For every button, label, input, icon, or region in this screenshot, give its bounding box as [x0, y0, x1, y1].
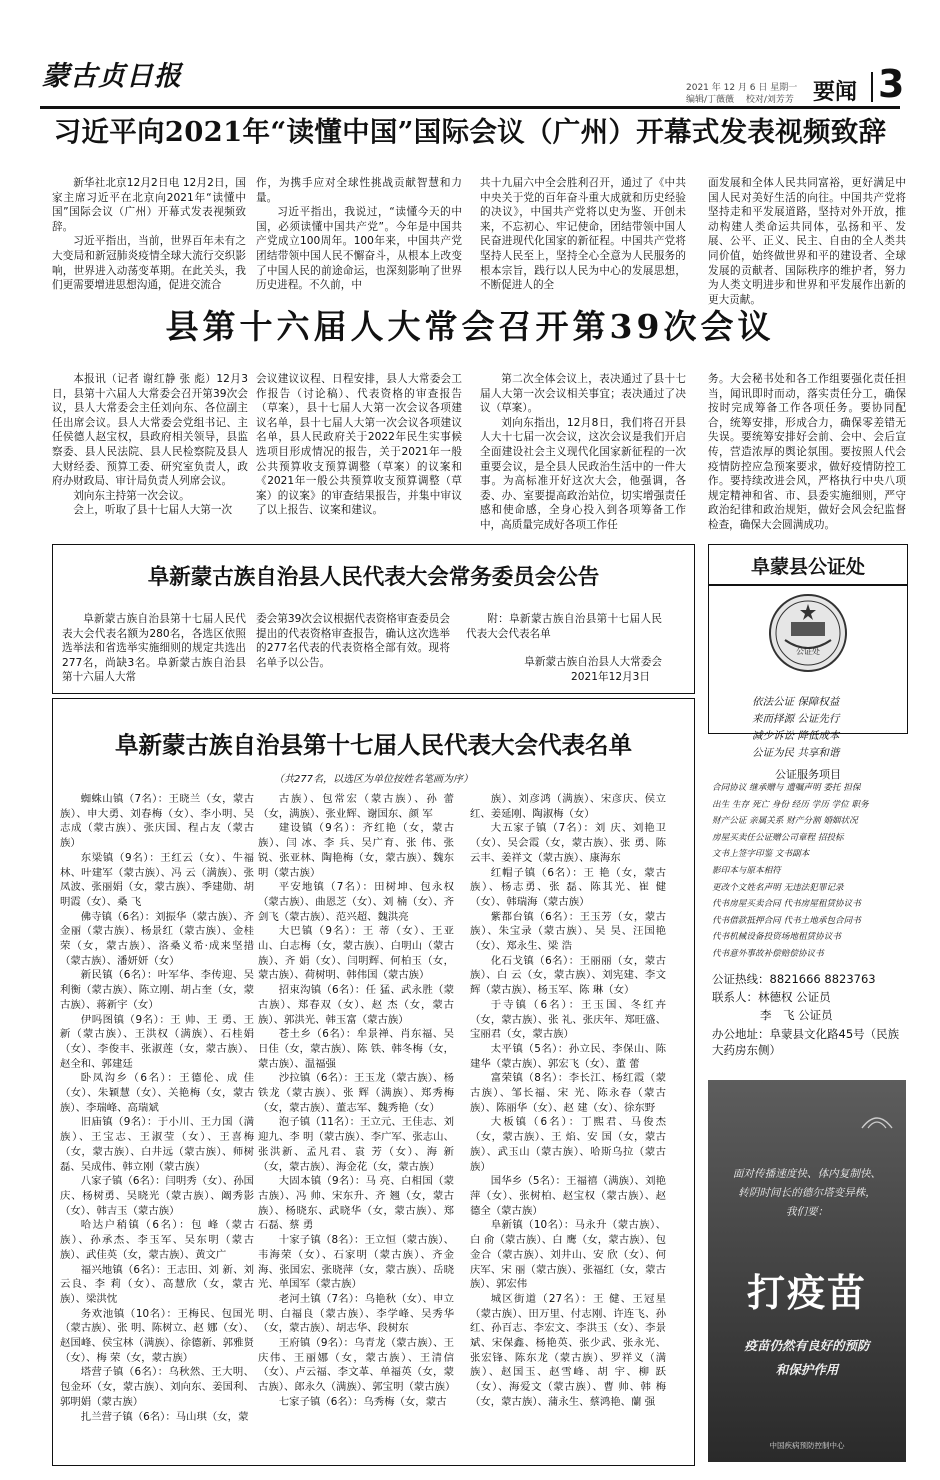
page-number: 3 — [878, 62, 905, 106]
paragraph: 第二次全体会议上，表决通过了县十七届人大第一次会议相关事宜；表决通过了决议（草案）。 — [480, 373, 686, 415]
notary-title: 阜蒙县公证处 — [750, 556, 865, 578]
article2-column-4 — [708, 372, 906, 538]
district-entry: 王府镇（9名）：乌青龙（蒙古族）、王庆伟、王丽娜（女，蒙古族）、王清信（女）、卢云福、李文革、单福英（女，蒙古族）、郎永久（满族）、郭宝明（蒙古族） — [258, 1337, 456, 1394]
paragraph: 习近平指出，我说过，“读懂今天的中国，必须读懂中国共产党”。今年是中国共产党成立100周年。100年来，中国共产党团结带领中国人民不懈奋斗，从根本上改变了中国人民的前途命运，也深刻影响了世界历史进程。不久前，中 — [256, 206, 462, 292]
district-entry: 富荣镇（8名）：李长江、杨红霞（蒙古族）、邹长福、宋 光、陈永春（蒙古族）、陈丽华（女）、赵 建（女）、徐东野 — [470, 1072, 666, 1114]
namelist-column-2 — [258, 792, 454, 1460]
district-entry: 泡子镇（11名）：王立元、王佳志、刘迎九、李 明（蒙古族）、李广军、张志山、张洪新、孟凡君、袁 芳（女）、海 新（女，蒙古族）、海金花（女，蒙古族） — [258, 1116, 454, 1173]
section-label: 要闻 — [813, 79, 858, 105]
psa-intro-line: 转阴时间长的德尔塔变异株， — [738, 1187, 876, 1199]
notary-title-rule — [709, 584, 907, 586]
district-entry: 福兴地镇（6名）：王志田、刘 新、刘云良、李 莉（女）、高慧欣（女，蒙古族）、梁洪忱 — [60, 1263, 254, 1305]
district-entry: 阜新镇（10名）：马永升（蒙古族）、白 俞（蒙古族）、白 鹰（女，蒙古族）、包金合（蒙古族）、刘井山、安 欣（女）、何庆军、宋 丽（蒙古族）、张福红（女，蒙古族）、郭宏伟 — [470, 1219, 666, 1291]
notary-slogans — [752, 694, 902, 762]
announcement-column-2 — [256, 612, 450, 688]
notary-service-item: 影印本与原本相符 — [712, 865, 781, 876]
psa-tagline-1: 疫苗仍然有良好的预防 — [744, 1338, 870, 1353]
paragraph: 刘向东主持第一次会议。 — [73, 489, 190, 502]
district-entry: 红帽子镇（6名）：王 艳（女，蒙古族）、杨志勇、张 磊、陈其光、崔 健（女）、韩瑞海（蒙古族） — [470, 866, 666, 908]
paragraph: 务。大会秘书处和各工作组要强化责任担当，闻讯即时而动，落实责任分工，确保按时完成筹备工作各项任务。要协同配合，统筹安排，形成合力，确保零差错无失误。要统筹安排好会前、会中、会后宣传，营造浓厚的舆论氛围。要按照人代会疫情防控应急预案要求，做好疫情防控工作。要持续改进会风，严格执行中央八项规定精神和省、市、县委实施细则，严守政治纪律和政治规矩，做好会风会纪监督检查，确保大会圆满成功。 — [708, 373, 906, 531]
district-entry: 卧凤沟乡（6名）：王德伦、成 佳（女）、朱颖慧（女）、关艳梅（女，蒙古族）、李瑞峰、高瑞斌 — [60, 1072, 254, 1114]
district-entry: 化石戈镇（6名）：王丽丽（女，蒙古族）、白 云（女，蒙古族）、刘宪建、李文辉（蒙古族）、杨玉军、陈 琳（女） — [470, 954, 666, 997]
paragraph: 刘向东指出，12月8日，我们将召开县人大十七届一次会议，这次会议是我们开启全面建设社会主义现代化国家新征程的一次重要会议，是全县人民政治生活中的一件大事。为高标准开好这次大会，他强调，各委、办、室要提高政治站位，切实增强责任感和使命感，全身心投入到各项筹备工作中，高质量完成好各项工作任 — [480, 416, 686, 531]
notary-services-list — [712, 780, 908, 963]
article2-column-1 — [52, 372, 248, 538]
national-emblem-icon — [767, 592, 849, 674]
district-entry: 太平镇（5名）：孙立民、李保山、陈建华（蒙古族）、郭宏飞（女）、董 蕾 — [470, 1042, 666, 1070]
notary-contact-2: 李 飞 公证员 — [760, 1008, 833, 1022]
paragraph: 委会第39次会议根据代表资格审查委员会提出的代表资格审查报告，确认这次选举的277名代表的代表资格全部有效。现将名单予以公告。 — [256, 613, 450, 669]
district-entry: 务欢池镇（10名）：王梅民、包国光（蒙古族）、张 明、陈树立、赵 娜（女）、赵国峰、侯宝林（满族）、徐德新、郭雅贤（女）、梅 荣（女，蒙古族） — [60, 1307, 254, 1364]
district-entry: 城区街道（27名）：王 健、王冠星（蒙古族）、田万里、付志刚、许连飞、孙红、孙百志、李宏文、李洪玉（女）、李景斌、宋保鑫、杨艳英、张少武、张永光、张宏锋、陈东龙（蒙古族）、罗祥义（满族）、赵国玉、赵雪峰、胡 宇、柳 跃（女）、海爱文（蒙古族）、曹 帅、韩 梅（女，蒙古族）、蒲永生、蔡鸿艳、蘭 强 — [470, 1292, 666, 1408]
psa-credit: 中国疾病预防控制中心 — [769, 1441, 845, 1450]
paragraph: 本报讯（记者 谢红静 张 彪）12月3日，县第十六届人大常委会召开第39次会议，县人大常委会主任刘向东、各位副主任出席会议。县人大常委会党组书记、主任侯德人赵宝权，县政府相关领导，县监察委、县人民法院、县人民检察院及县人大财经委、预算工委、研究室负责人，政府办财政局、审计局负责人列席会议。 — [52, 373, 248, 488]
district-entry: 新民镇（6名）：叶军华、李传迎、吴利衡（蒙古族）、陈立刚、胡占奎（女，蒙古族）、蒋新宇（女） — [60, 969, 254, 1011]
notary-slogan: 依法公证 保障权益 — [752, 696, 840, 708]
svg-text:公证处: 公证处 — [796, 647, 820, 656]
district-entry: 平安地镇（7名）：田树坤、包永权（蒙古族）、曲恩芝（女）、刘 楠（女）、齐剑飞（蒙古族）、范兴超、魏洪亮 — [258, 881, 454, 923]
paper-name: 蒙古贞日报 — [42, 61, 182, 92]
paragraph: 会议建议议程、日程安排，县人大常委会工作报告（讨论稿）、代表资格的审查报告（草案），县十七届人大第一次会议各项建议名单，县十七届人大第一次会议各项建议名单，县人民政府关于2022年民生实事候选项目形成情况的报告，关于2021年一般公共预算收支预算调整（草案）的议案和《2021年一般公共预算收支预算调整（草案）的议案》的审查结果报告，并集中审议了以上报告、议案和建议。 — [256, 373, 462, 517]
notary-service-item: 代书借款抵押合同 代书土地承包合同书 — [712, 915, 861, 926]
notary-service-item: 财产公证 亲属关系 财产分割 婚姻状况 — [712, 816, 858, 827]
notary-slogan: 来而择源 公证先行 — [752, 713, 840, 725]
district-entry: 沙拉镇（6名）：王玉龙（蒙古族）、杨铁龙（蒙古族）、张 辉（满族）、郑秀梅（女，蒙古族）、董志军、魏秀艳（女） — [258, 1072, 454, 1114]
namelist-column-1 — [60, 792, 254, 1460]
notary-service-item: 更改个文姓名声明 无违法犯罪记录 — [712, 882, 844, 893]
editor-credit: 编辑/丁薇薇 校对/刘芳芳 — [686, 95, 794, 105]
article2-column-2 — [256, 372, 462, 538]
namelist-subtitle: （共277名，以选区为单位按姓名笔画为序） — [273, 774, 474, 785]
district-entry: 七家子镇（6名）：乌秀梅（女，蒙古 — [278, 1395, 447, 1408]
notary-services-title: 公证服务项目 — [775, 768, 841, 781]
notary-service-item: 出生 生存 死亡 身份 经历 学历 学位 职务 — [712, 799, 869, 810]
district-entry: 十家子镇（8名）：王立恒（蒙古族）、韦海荣（女）、石家明（蒙古族）、齐金海、张国宏、张晓萍（女，蒙古族）、岳晓光、单国军（蒙古族） — [258, 1234, 454, 1291]
notary-address: 办公地址：阜蒙县文化路45号（民族大药房东侧） — [712, 1027, 900, 1057]
announcement-column-1 — [62, 612, 246, 688]
paragraph: 附：阜新蒙古族自治县第十七届人民代表大会代表名单 — [466, 613, 662, 640]
article1-column-3 — [480, 176, 686, 294]
contact-label: 联系人： — [712, 990, 758, 1004]
notary-slogan: 公证为民 共享和谐 — [752, 747, 840, 759]
district-entry: 古族）、包常宏（蒙古族）、孙 蕾（女，满族）、张业辉、谢国东、颜 军 — [258, 793, 454, 820]
notary-hotline — [712, 972, 908, 987]
article2-headline: 县第十六届人大常会召开第39次会议 — [165, 307, 775, 346]
paragraph: 作，为携手应对全球性挑战贡献智慧和力量。 — [256, 177, 462, 204]
paragraph: 习近平指出，当前，世界百年未有之大变局和新冠肺炎疫情全球大流行交织影响，世界进入动荡变革期。在此关头，我们更需要增进思想沟通，促进交流合 — [52, 235, 246, 292]
masthead-rule — [40, 106, 900, 109]
psa-logo-icon — [860, 1112, 894, 1130]
psa-headline: 打疫苗 — [746, 1270, 867, 1315]
article1-headline: 习近平向2021年“读懂中国”国际会议（广州）开幕式发表视频致辞 — [53, 116, 887, 148]
district-entry: 老河土镇（7名）：乌艳秋（女）、申立明、白福良（蒙古族）、李学峰、吴秀华（女，蒙古族）、胡志华、段树东 — [258, 1292, 454, 1335]
namelist-column-3 — [470, 792, 666, 1460]
psa-intro-text — [708, 1165, 906, 1222]
section-divider — [871, 72, 873, 102]
notary-service-item: 代书房屋买卖合同 代书房屋租赁协议书 — [712, 899, 861, 910]
paragraph: 面发展和全体人民共同富裕，更好满足中国人民对美好生活的向往。中国共产党将坚持走和平发展道路，坚持对外开放，推动构建人类命运共同体，弘扬和平、发展、公平、正义、民主、自由的全人类共同价值，始终做世界和平的建设者、全球发展的贡献者、国际秩序的维护者，努力为人类文明进步和世界和平发展作出新的更大贡献。 — [708, 177, 906, 306]
district-entry: 东梁镇（9名）：王红云（女）、牛福林、叶建军（蒙古族）、冯 云（满族）、张凤波、张丽娟（女，蒙古族）、季建勋、胡明霞（女）、桑 飞 — [60, 851, 254, 908]
district-entry: 蜘蛛山镇（7名）：王晓兰（女，蒙古族）、申大勇、刘春梅（女）、李小明、吴志成（蒙古族）、张庆国、程占友（蒙古族） — [60, 793, 254, 850]
notary-contact-1 — [712, 990, 908, 1005]
notary-service-item: 房屋买卖任公证赠公司章程 招投标 — [712, 832, 844, 843]
district-entry: 旧庙镇（9名）：于小川、王力国（满族）、王宝志、王淑莹（女）、王喜梅（女，蒙古族）、白井远（蒙古族）、师树磊、吴成伟、韩立刚（蒙古族） — [60, 1116, 254, 1173]
article1-column-2 — [256, 176, 462, 294]
district-entry: 扎兰营子镇（6名）：马山琪（女，蒙 — [80, 1410, 249, 1423]
district-entry: 大五家子镇（7名）：刘 庆、刘艳卫（女）、吴会霞（女，蒙古族）、张 勇、陈云丰、姜祥文（蒙古族）、康海东 — [470, 822, 666, 864]
district-entry: 于寺镇（6名）：王玉国、冬红卉（女，蒙古族）、张 礼、张庆年、郑旺盛、宝丽君（女，蒙古族） — [470, 998, 666, 1041]
announcement-column-3 — [466, 612, 662, 688]
contact-name: 林德权 公证员 — [758, 990, 831, 1004]
notary-service-item: 文书上签字印鉴 文书副本 — [712, 849, 810, 860]
district-entry: 招束沟镇（6名）：任 猛、武永胜（蒙古族）、郑春双（女）、赵 杰（女，蒙古族）、郭洪光、韩玉富（蒙古族） — [258, 984, 454, 1026]
paragraph: 共十九届六中全会胜利召开，通过了《中共中央关于党的百年奋斗重大成就和历史经验的决议》，中国共产党将以史为鉴、开创未来，不忘初心、牢记使命，团结带领中国人民奋进现代化国家的新征程。中国共产党将坚持人民至上，坚持全心全意为人民服务的根本宗旨，践行以人民为中心的发展思想，不断促进人的全 — [480, 177, 686, 292]
announcement-headline: 阜新蒙古族自治县人民代表大会常务委员会公告 — [147, 565, 600, 590]
announcement-signature: 阜新蒙古族自治县人大常委会 — [524, 656, 662, 669]
district-entry: 大固本镇（9名）：马 亮、白相国（蒙古族）、冯 帅、宋东升、齐 翘（女，蒙古族）、杨晓东、武晓华（女，蒙古族）、郑石磊、蔡 勇 — [258, 1175, 454, 1232]
paragraph: 新华社北京12月2日电 12月2日，国家主席习近平在北京向2021年“读懂中国”国际会议（广州）开幕式发表视频致辞。 — [52, 177, 246, 233]
district-entry: 紫都台镇（6名）：王玉芳（女，蒙古族）、朱宝录（蒙古族）、吴 昊、汪国艳（女）、郑永生、梁 浩 — [470, 910, 666, 953]
psa-tagline-2: 和保护作用 — [775, 1362, 839, 1377]
hotline-number: 8821666 8823763 — [769, 972, 876, 986]
district-entry: 国华乡（5名）：王福禧（满族）、刘艳萍（女）、张树柏、赵宝权（蒙古族）、赵德全（蒙古族） — [470, 1175, 666, 1217]
district-entry: 哈达户稍镇（6名）：包 峰（蒙古族）、孙承杰、李玉军、吴东明（蒙古族）、武佳英（女，蒙古族）、黄文广 — [60, 1219, 254, 1261]
hotline-label: 公证热线： — [712, 972, 770, 986]
district-entry: 大板镇（6名）：丁熙君、马俊杰（女，蒙古族）、王 焰、安 国（女，蒙古族）、武玉山（蒙古族）、哈斯乌拉（蒙古族） — [470, 1116, 666, 1173]
district-entry: 大巴镇（9名）：王 蒂（女）、王亚山、白志梅（女，蒙古族）、白明山（蒙古族）、齐 娟（女）、闫明辉、何柏玉（女，蒙古族）、荷树明、韩伟国（蒙古族） — [258, 925, 454, 982]
namelist-headline: 阜新蒙古族自治县第十七届人民代表大会代表名单 — [115, 731, 632, 759]
announcement-date: 2021年12月3日 — [571, 670, 650, 683]
notary-service-item: 代书意外事故补偿赔偿协议书 — [712, 948, 824, 959]
district-entry: 佛寺镇（6名）：刘振华（蒙古族）、齐金丽（蒙古族）、杨景红（蒙古族）、金桂荣（女，蒙古族）、洛桑义希·成来坚措（蒙古族）、潘妍妍（女） — [60, 910, 254, 967]
notary-service-item: 代书机械设备投资场地租赁协议书 — [712, 932, 841, 943]
district-entry: 塔营子镇（6名）：乌秋然、王大明、包金环（女，蒙古族）、刘向东、姜国利、郭明娟（蒙古族） — [60, 1366, 254, 1408]
psa-intro-line: 面对传播速度快、体内复制快、 — [732, 1168, 882, 1180]
notary-service-item: 合同协议 继承赠与 遗嘱声明 委托 担保 — [712, 783, 861, 793]
paragraph: 阜新蒙古族自治县第十七届人民代表大会代表名额为280名，各选区依照选举法和省选举实施细则的规定共选出277名，尚缺3名。阜新蒙古族自治县第十六届人大常 — [62, 613, 246, 684]
district-entry: 建设镇（9名）：齐红艳（女，蒙古族）、闫 冰、李 兵、吴广育、张 伟、张 锐、张亚林、陶艳梅（女，蒙古族）、魏东明（蒙古族） — [258, 822, 454, 879]
article1-column-4 — [708, 176, 906, 306]
psa-intro-line: 我们要： — [785, 1206, 829, 1218]
notary-slogan: 减少诉讼 降低成本 — [752, 730, 840, 742]
district-entry: 八家子镇（6名）：闫明秀（女）、孙国庆、杨树勇、吴晓光（蒙古族）、阚秀影（女）、韩吉玉（蒙古族） — [60, 1175, 254, 1217]
article1-column-1 — [52, 176, 246, 294]
district-entry: 苍土乡（6名）：牟景禅、肖东福、吴日佳（女，蒙古族）、陈 铁、韩冬梅（女，蒙古族）、温福强 — [258, 1028, 454, 1070]
district-entry: 伊吗图镇（9名）：王 帅、王 勇、王 新（蒙古族）、王洪权（满族）、石桂娟（女）、李俊丰、张淑莲（女，蒙古族）、赵全和、郭建廷 — [60, 1013, 254, 1070]
district-entry: 族）、刘彦鸿（满族）、宋彦庆、侯立红、姜延刚、陶淑梅（女） — [470, 793, 666, 820]
issue-date: 2021 年 12 月 6 日 星期一 — [686, 83, 798, 93]
paragraph: 会上，听取了县十七届人大第一次 — [73, 504, 233, 517]
article2-column-3 — [480, 372, 686, 538]
